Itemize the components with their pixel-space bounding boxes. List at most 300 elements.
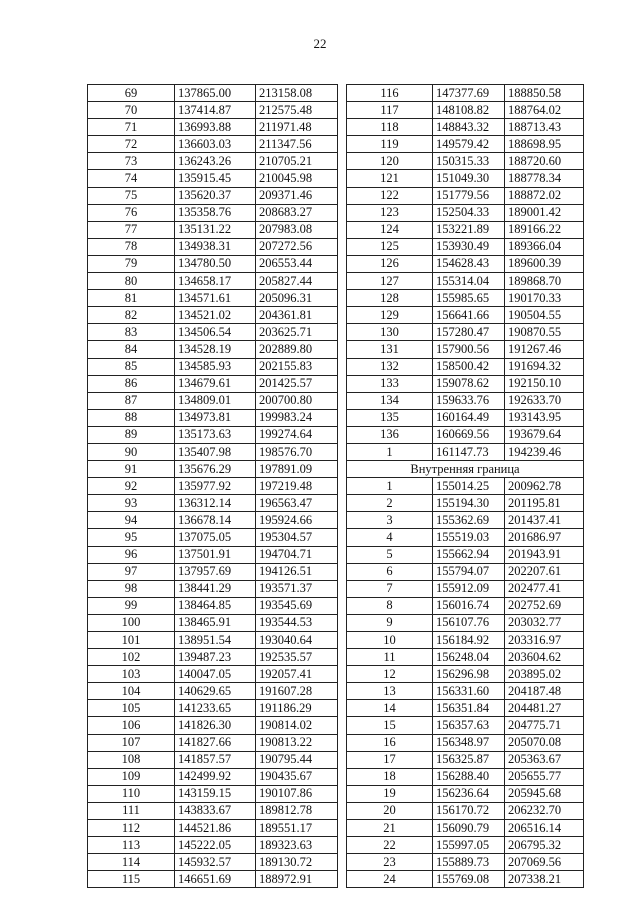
x-coordinate-cell: 155519.03 — [433, 529, 505, 546]
table-row — [347, 341, 584, 358]
y-coordinate-cell: 189166.22 — [505, 221, 584, 238]
point-number-cell: 108 — [88, 751, 175, 768]
inner-boundary-heading: Внутренняя граница — [347, 461, 584, 478]
y-coordinate-cell: 205827.44 — [256, 273, 338, 290]
point-number-cell: 136 — [347, 426, 433, 443]
y-coordinate-cell: 205070.08 — [505, 734, 584, 751]
point-number-cell: 134 — [347, 392, 433, 409]
point-number-cell: 84 — [88, 341, 175, 358]
table-row — [88, 392, 338, 409]
table-row — [88, 324, 338, 341]
x-coordinate-cell: 135915.45 — [175, 170, 256, 187]
x-coordinate-cell: 156107.76 — [433, 614, 505, 631]
x-coordinate-cell: 156357.63 — [433, 717, 505, 734]
table-row — [347, 102, 584, 119]
table-row — [347, 837, 584, 854]
x-coordinate-cell: 156288.40 — [433, 768, 505, 785]
x-coordinate-cell: 151779.56 — [433, 187, 505, 204]
table-row — [88, 170, 338, 187]
point-number-cell: 71 — [88, 119, 175, 136]
y-coordinate-cell: 199274.64 — [256, 426, 338, 443]
y-coordinate-cell: 191186.29 — [256, 700, 338, 717]
y-coordinate-cell: 193544.53 — [256, 614, 338, 631]
table-row — [347, 153, 584, 170]
x-coordinate-cell: 135173.63 — [175, 426, 256, 443]
x-coordinate-cell: 155194.30 — [433, 495, 505, 512]
table-row — [347, 187, 584, 204]
y-coordinate-cell: 200962.78 — [505, 478, 584, 495]
point-number-cell: 105 — [88, 700, 175, 717]
x-coordinate-cell: 156348.97 — [433, 734, 505, 751]
x-coordinate-cell: 134973.81 — [175, 409, 256, 426]
x-coordinate-cell: 135358.76 — [175, 204, 256, 221]
point-number-cell: 73 — [88, 153, 175, 170]
y-coordinate-cell: 207983.08 — [256, 221, 338, 238]
x-coordinate-cell: 141233.65 — [175, 700, 256, 717]
point-number-cell: 4 — [347, 529, 433, 546]
point-number-cell: 112 — [88, 820, 175, 837]
table-row — [347, 119, 584, 136]
point-number-cell: 7 — [347, 580, 433, 597]
coordinates-table-left — [87, 84, 338, 888]
y-coordinate-cell: 198576.70 — [256, 443, 338, 460]
x-coordinate-cell: 155912.09 — [433, 580, 505, 597]
y-coordinate-cell: 195924.66 — [256, 512, 338, 529]
x-coordinate-cell: 145932.57 — [175, 854, 256, 871]
point-number-cell: 20 — [347, 802, 433, 819]
table-row — [88, 546, 338, 563]
x-coordinate-cell: 134506.54 — [175, 324, 256, 341]
x-coordinate-cell: 155997.05 — [433, 837, 505, 854]
y-coordinate-cell: 206795.32 — [505, 837, 584, 854]
table-row — [88, 341, 338, 358]
table-row — [347, 358, 584, 375]
table-row — [88, 666, 338, 683]
x-coordinate-cell: 142499.92 — [175, 768, 256, 785]
x-coordinate-cell: 134571.61 — [175, 290, 256, 307]
x-coordinate-cell: 136678.14 — [175, 512, 256, 529]
x-coordinate-cell: 155362.69 — [433, 512, 505, 529]
table-row — [88, 802, 338, 819]
x-coordinate-cell: 160669.56 — [433, 426, 505, 443]
y-coordinate-cell: 188778.34 — [505, 170, 584, 187]
point-number-cell: 116 — [347, 85, 433, 102]
y-coordinate-cell: 188872.02 — [505, 187, 584, 204]
y-coordinate-cell: 202477.41 — [505, 580, 584, 597]
point-number-cell: 89 — [88, 426, 175, 443]
table-row — [88, 580, 338, 597]
y-coordinate-cell: 200700.80 — [256, 392, 338, 409]
table-row — [347, 529, 584, 546]
x-coordinate-cell: 149579.42 — [433, 136, 505, 153]
table-row — [88, 495, 338, 512]
x-coordinate-cell: 158500.42 — [433, 358, 505, 375]
y-coordinate-cell: 201686.97 — [505, 529, 584, 546]
y-coordinate-cell: 205945.68 — [505, 785, 584, 802]
x-coordinate-cell: 140047.05 — [175, 666, 256, 683]
table-row — [88, 119, 338, 136]
y-coordinate-cell: 188713.43 — [505, 119, 584, 136]
table-row — [347, 238, 584, 255]
x-coordinate-cell: 137075.05 — [175, 529, 256, 546]
point-number-cell: 16 — [347, 734, 433, 751]
table-row — [88, 529, 338, 546]
x-coordinate-cell: 155662.94 — [433, 546, 505, 563]
x-coordinate-cell: 135407.98 — [175, 443, 256, 460]
point-number-cell: 130 — [347, 324, 433, 341]
x-coordinate-cell: 137957.69 — [175, 563, 256, 580]
point-number-cell: 83 — [88, 324, 175, 341]
table-row — [88, 238, 338, 255]
x-coordinate-cell: 156351.84 — [433, 700, 505, 717]
point-number-cell: 94 — [88, 512, 175, 529]
y-coordinate-cell: 205363.67 — [505, 751, 584, 768]
y-coordinate-cell: 188972.91 — [256, 871, 338, 888]
point-number-cell: 93 — [88, 495, 175, 512]
point-number-cell: 121 — [347, 170, 433, 187]
y-coordinate-cell: 204187.48 — [505, 683, 584, 700]
point-number-cell: 113 — [88, 837, 175, 854]
x-coordinate-cell: 155314.04 — [433, 273, 505, 290]
point-number-cell: 132 — [347, 358, 433, 375]
table-row — [347, 734, 584, 751]
table-row — [88, 717, 338, 734]
point-number-cell: 106 — [88, 717, 175, 734]
y-coordinate-cell: 202155.83 — [256, 358, 338, 375]
table-row — [88, 649, 338, 666]
point-number-cell: 19 — [347, 785, 433, 802]
point-number-cell: 85 — [88, 358, 175, 375]
table-row — [347, 649, 584, 666]
x-coordinate-cell: 155014.25 — [433, 478, 505, 495]
table-row — [347, 768, 584, 785]
table-row — [347, 614, 584, 631]
table-row — [88, 307, 338, 324]
point-number-cell: 97 — [88, 563, 175, 580]
point-number-cell: 131 — [347, 341, 433, 358]
point-number-cell: 69 — [88, 85, 175, 102]
y-coordinate-cell: 192633.70 — [505, 392, 584, 409]
left-table-body — [88, 85, 338, 888]
y-coordinate-cell: 188698.95 — [505, 136, 584, 153]
table-row — [88, 102, 338, 119]
point-number-cell: 14 — [347, 700, 433, 717]
y-coordinate-cell: 202752.69 — [505, 597, 584, 614]
table-row — [88, 597, 338, 614]
y-coordinate-cell: 210705.21 — [256, 153, 338, 170]
y-coordinate-cell: 205655.77 — [505, 768, 584, 785]
x-coordinate-cell: 134585.93 — [175, 358, 256, 375]
y-coordinate-cell: 189366.04 — [505, 238, 584, 255]
point-number-cell: 101 — [88, 632, 175, 649]
table-row — [347, 820, 584, 837]
point-number-cell: 122 — [347, 187, 433, 204]
y-coordinate-cell: 203895.02 — [505, 666, 584, 683]
point-number-cell: 75 — [88, 187, 175, 204]
y-coordinate-cell: 202889.80 — [256, 341, 338, 358]
y-coordinate-cell: 212575.48 — [256, 102, 338, 119]
y-coordinate-cell: 193571.37 — [256, 580, 338, 597]
x-coordinate-cell: 137865.00 — [175, 85, 256, 102]
x-coordinate-cell: 134809.01 — [175, 392, 256, 409]
y-coordinate-cell: 197891.09 — [256, 461, 338, 478]
x-coordinate-cell: 134528.19 — [175, 341, 256, 358]
point-number-cell: 92 — [88, 478, 175, 495]
y-coordinate-cell: 190813.22 — [256, 734, 338, 751]
x-coordinate-cell: 144521.86 — [175, 820, 256, 837]
point-number-cell: 15 — [347, 717, 433, 734]
y-coordinate-cell: 207272.56 — [256, 238, 338, 255]
x-coordinate-cell: 138465.91 — [175, 614, 256, 631]
point-number-cell: 133 — [347, 375, 433, 392]
table-row — [347, 375, 584, 392]
point-number-cell: 11 — [347, 649, 433, 666]
table-row — [88, 85, 338, 102]
x-coordinate-cell: 156016.74 — [433, 597, 505, 614]
y-coordinate-cell: 189130.72 — [256, 854, 338, 871]
table-row — [347, 871, 584, 888]
point-number-cell: 95 — [88, 529, 175, 546]
x-coordinate-cell: 159078.62 — [433, 375, 505, 392]
x-coordinate-cell: 136312.14 — [175, 495, 256, 512]
table-row — [347, 255, 584, 272]
x-coordinate-cell: 136243.26 — [175, 153, 256, 170]
point-number-cell: 78 — [88, 238, 175, 255]
point-number-cell: 100 — [88, 614, 175, 631]
point-number-cell: 110 — [88, 785, 175, 802]
point-number-cell: 114 — [88, 854, 175, 871]
table-row — [347, 495, 584, 512]
table-row — [347, 512, 584, 529]
point-number-cell: 3 — [347, 512, 433, 529]
y-coordinate-cell: 204361.81 — [256, 307, 338, 324]
x-coordinate-cell: 155794.07 — [433, 563, 505, 580]
point-number-cell: 12 — [347, 666, 433, 683]
y-coordinate-cell: 192535.57 — [256, 649, 338, 666]
point-number-cell: 103 — [88, 666, 175, 683]
point-number-cell: 111 — [88, 802, 175, 819]
point-number-cell: 109 — [88, 768, 175, 785]
table-row — [88, 426, 338, 443]
y-coordinate-cell: 194704.71 — [256, 546, 338, 563]
y-coordinate-cell: 209371.46 — [256, 187, 338, 204]
table-row — [347, 273, 584, 290]
y-coordinate-cell: 206232.70 — [505, 802, 584, 819]
table-row — [347, 751, 584, 768]
y-coordinate-cell: 190170.33 — [505, 290, 584, 307]
point-number-cell: 23 — [347, 854, 433, 871]
table-row — [88, 461, 338, 478]
x-coordinate-cell: 156170.72 — [433, 802, 505, 819]
point-number-cell: 117 — [347, 102, 433, 119]
table-row — [88, 187, 338, 204]
point-number-cell: 18 — [347, 768, 433, 785]
x-coordinate-cell: 135131.22 — [175, 221, 256, 238]
table-row — [347, 443, 584, 460]
table-row — [88, 734, 338, 751]
table-row — [347, 632, 584, 649]
table-row — [347, 597, 584, 614]
table-row — [88, 409, 338, 426]
y-coordinate-cell: 203316.97 — [505, 632, 584, 649]
y-coordinate-cell: 206516.14 — [505, 820, 584, 837]
x-coordinate-cell: 155889.73 — [433, 854, 505, 871]
y-coordinate-cell: 189812.78 — [256, 802, 338, 819]
point-number-cell: 1 — [347, 478, 433, 495]
x-coordinate-cell: 141826.30 — [175, 717, 256, 734]
x-coordinate-cell: 141827.66 — [175, 734, 256, 751]
x-coordinate-cell: 155985.65 — [433, 290, 505, 307]
point-number-cell: 90 — [88, 443, 175, 460]
x-coordinate-cell: 154628.43 — [433, 255, 505, 272]
y-coordinate-cell: 189600.39 — [505, 255, 584, 272]
y-coordinate-cell: 188850.58 — [505, 85, 584, 102]
table-row — [347, 785, 584, 802]
point-number-cell: 21 — [347, 820, 433, 837]
point-number-cell: 88 — [88, 409, 175, 426]
point-number-cell: 70 — [88, 102, 175, 119]
x-coordinate-cell: 138464.85 — [175, 597, 256, 614]
table-row — [88, 871, 338, 888]
table-row — [88, 700, 338, 717]
table-row — [347, 307, 584, 324]
table-row — [347, 409, 584, 426]
y-coordinate-cell: 203032.77 — [505, 614, 584, 631]
coordinates-table-right — [346, 84, 584, 888]
y-coordinate-cell: 191694.32 — [505, 358, 584, 375]
table-row — [88, 290, 338, 307]
table-row — [347, 85, 584, 102]
table-row — [347, 683, 584, 700]
table-row — [347, 221, 584, 238]
y-coordinate-cell: 204775.71 — [505, 717, 584, 734]
x-coordinate-cell: 137414.87 — [175, 102, 256, 119]
y-coordinate-cell: 189001.42 — [505, 204, 584, 221]
table-row — [88, 136, 338, 153]
table-row — [88, 512, 338, 529]
point-number-cell: 17 — [347, 751, 433, 768]
y-coordinate-cell: 193143.95 — [505, 409, 584, 426]
point-number-cell: 135 — [347, 409, 433, 426]
table-row — [347, 290, 584, 307]
point-number-cell: 81 — [88, 290, 175, 307]
point-number-cell: 120 — [347, 153, 433, 170]
table-row — [347, 546, 584, 563]
x-coordinate-cell: 140629.65 — [175, 683, 256, 700]
y-coordinate-cell: 189551.17 — [256, 820, 338, 837]
x-coordinate-cell: 146651.69 — [175, 871, 256, 888]
y-coordinate-cell: 193040.64 — [256, 632, 338, 649]
point-number-cell: 79 — [88, 255, 175, 272]
x-coordinate-cell: 134521.02 — [175, 307, 256, 324]
x-coordinate-cell: 134679.61 — [175, 375, 256, 392]
table-row — [88, 614, 338, 631]
x-coordinate-cell: 153930.49 — [433, 238, 505, 255]
y-coordinate-cell: 193545.69 — [256, 597, 338, 614]
point-number-cell: 82 — [88, 307, 175, 324]
x-coordinate-cell: 159633.76 — [433, 392, 505, 409]
table-row — [88, 683, 338, 700]
point-number-cell: 2 — [347, 495, 433, 512]
table-row — [88, 273, 338, 290]
y-coordinate-cell: 189868.70 — [505, 273, 584, 290]
x-coordinate-cell: 156090.79 — [433, 820, 505, 837]
point-number-cell: 76 — [88, 204, 175, 221]
table-row — [88, 221, 338, 238]
table-row — [88, 153, 338, 170]
y-coordinate-cell: 203604.62 — [505, 649, 584, 666]
y-coordinate-cell: 208683.27 — [256, 204, 338, 221]
x-coordinate-cell: 161147.73 — [433, 443, 505, 460]
point-number-cell: 6 — [347, 563, 433, 580]
y-coordinate-cell: 190107.86 — [256, 785, 338, 802]
table-row — [88, 632, 338, 649]
x-coordinate-cell: 143833.67 — [175, 802, 256, 819]
point-number-cell: 72 — [88, 136, 175, 153]
y-coordinate-cell: 201195.81 — [505, 495, 584, 512]
point-number-cell: 86 — [88, 375, 175, 392]
table-row — [347, 426, 584, 443]
y-coordinate-cell: 190435.67 — [256, 768, 338, 785]
table-row — [347, 666, 584, 683]
point-number-cell: 124 — [347, 221, 433, 238]
x-coordinate-cell: 152504.33 — [433, 204, 505, 221]
table-row — [88, 358, 338, 375]
y-coordinate-cell: 190870.55 — [505, 324, 584, 341]
point-number-cell: 119 — [347, 136, 433, 153]
y-coordinate-cell: 190814.02 — [256, 717, 338, 734]
point-number-cell: 22 — [347, 837, 433, 854]
table-row — [88, 443, 338, 460]
point-number-cell: 104 — [88, 683, 175, 700]
x-coordinate-cell: 141857.57 — [175, 751, 256, 768]
x-coordinate-cell: 157900.56 — [433, 341, 505, 358]
table-row — [347, 170, 584, 187]
y-coordinate-cell: 194126.51 — [256, 563, 338, 580]
x-coordinate-cell: 143159.15 — [175, 785, 256, 802]
y-coordinate-cell: 206553.44 — [256, 255, 338, 272]
point-number-cell: 80 — [88, 273, 175, 290]
y-coordinate-cell: 211347.56 — [256, 136, 338, 153]
point-number-cell: 123 — [347, 204, 433, 221]
y-coordinate-cell: 201437.41 — [505, 512, 584, 529]
y-coordinate-cell: 196563.47 — [256, 495, 338, 512]
x-coordinate-cell: 136993.88 — [175, 119, 256, 136]
table-row — [347, 717, 584, 734]
x-coordinate-cell: 148843.32 — [433, 119, 505, 136]
table-row — [347, 136, 584, 153]
y-coordinate-cell: 191607.28 — [256, 683, 338, 700]
table-row — [88, 563, 338, 580]
x-coordinate-cell: 145222.05 — [175, 837, 256, 854]
y-coordinate-cell: 197219.48 — [256, 478, 338, 495]
y-coordinate-cell: 210045.98 — [256, 170, 338, 187]
table-row — [347, 392, 584, 409]
table-row — [347, 563, 584, 580]
point-number-cell: 129 — [347, 307, 433, 324]
point-number-cell: 118 — [347, 119, 433, 136]
point-number-cell: 125 — [347, 238, 433, 255]
x-coordinate-cell: 137501.91 — [175, 546, 256, 563]
point-number-cell: 77 — [88, 221, 175, 238]
table-row — [88, 204, 338, 221]
y-coordinate-cell: 192057.41 — [256, 666, 338, 683]
y-coordinate-cell: 213158.08 — [256, 85, 338, 102]
x-coordinate-cell: 156236.64 — [433, 785, 505, 802]
x-coordinate-cell: 156296.98 — [433, 666, 505, 683]
y-coordinate-cell: 193679.64 — [505, 426, 584, 443]
y-coordinate-cell: 207069.56 — [505, 854, 584, 871]
